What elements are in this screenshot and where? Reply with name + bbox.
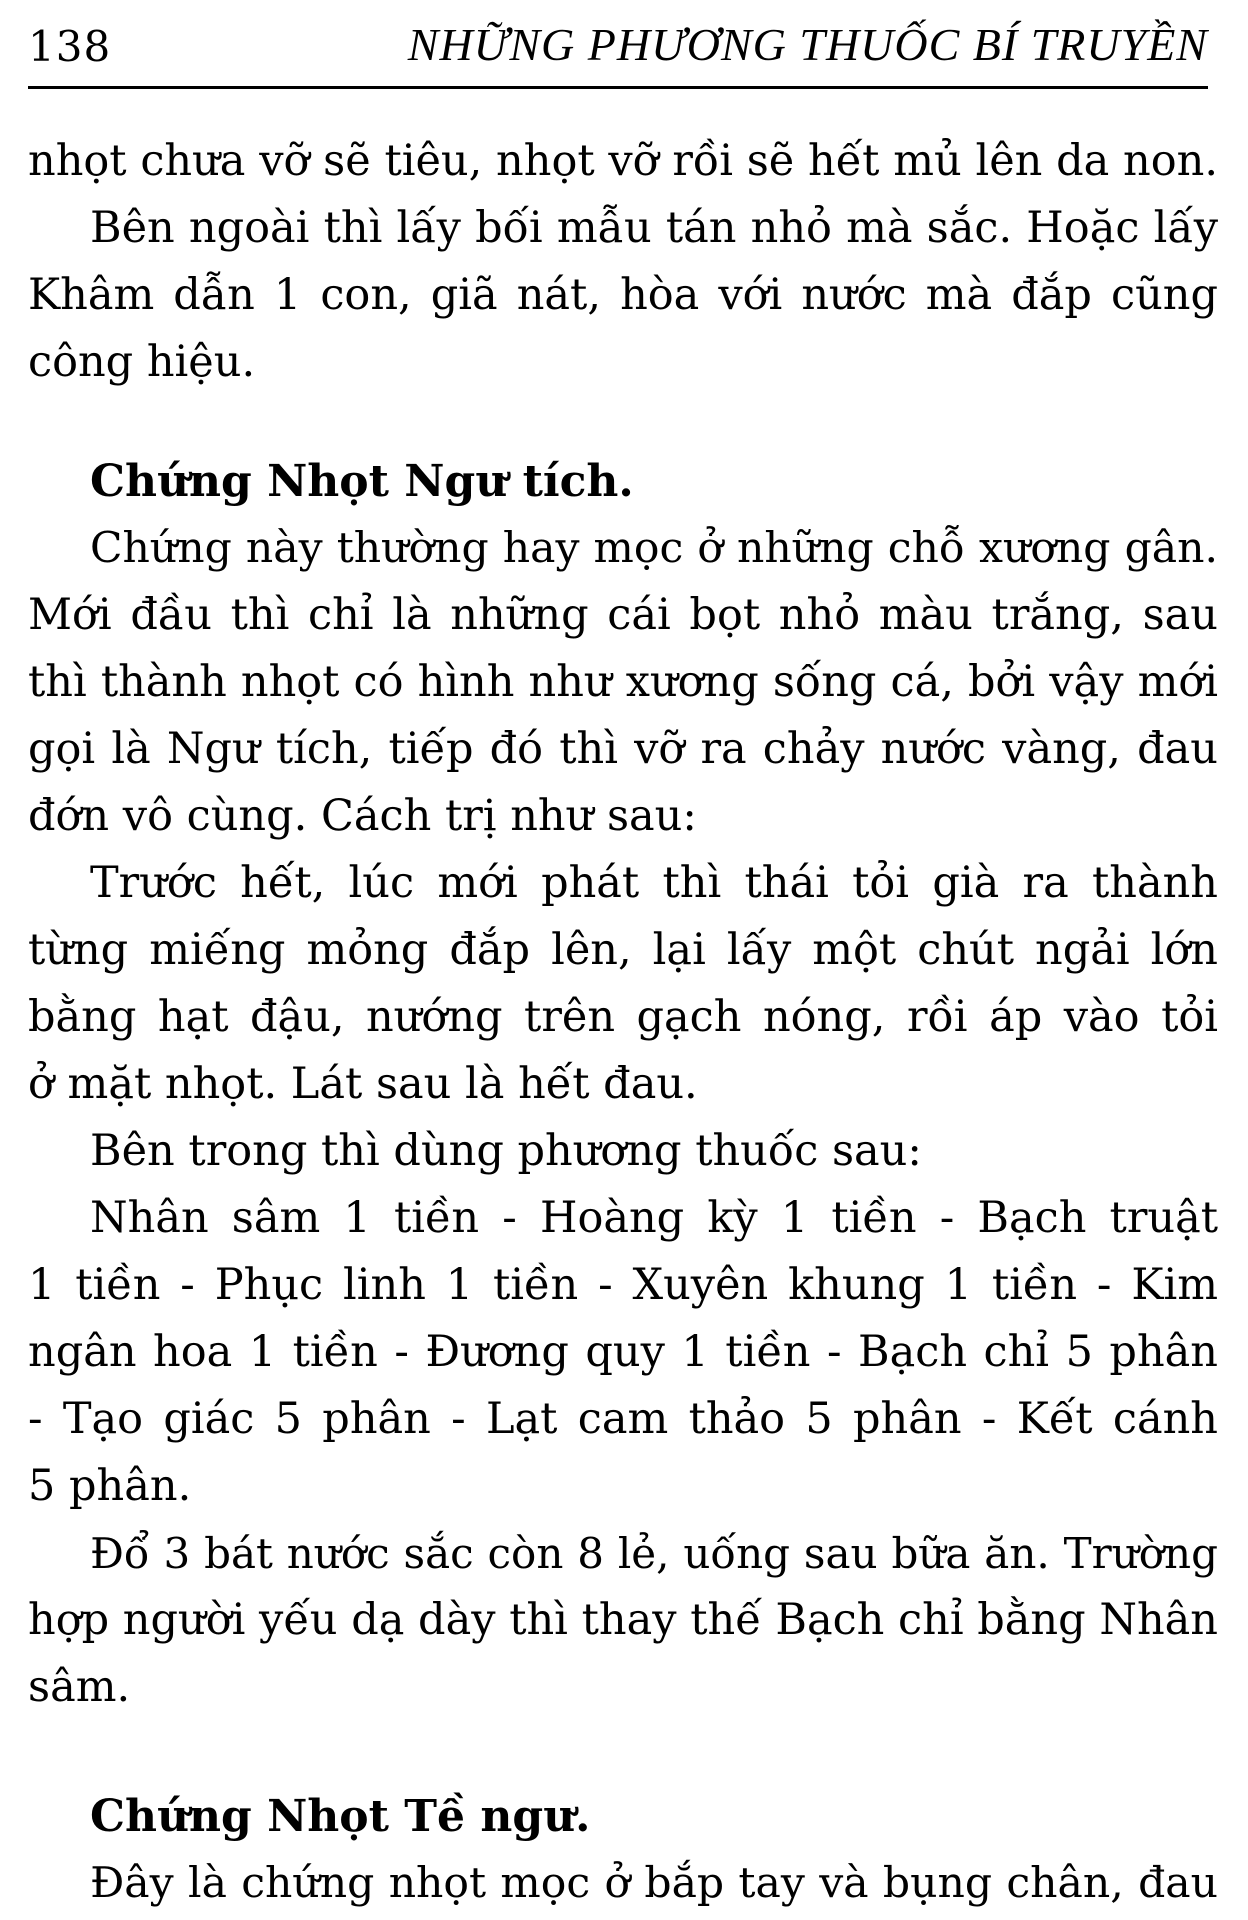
text-line: nhọt chưa vỡ sẽ tiêu, nhọt vỡ rồi sẽ hết mủ lên da non. xyxy=(28,136,1218,186)
text-line: hợp người yếu dạ dày thì thay thế Bạch chỉ bằng Nhân xyxy=(28,1595,1218,1645)
text-line: từng miếng mỏng đắp lên, lại lấy một chút ngải lớn xyxy=(28,925,1218,975)
text-line: công hiệu. xyxy=(28,337,256,387)
header-rule xyxy=(28,86,1208,89)
text-line: sâm. xyxy=(28,1662,131,1712)
text-line: Chứng này thường hay mọc ở những chỗ xương gân. xyxy=(90,524,1218,573)
section-gap xyxy=(28,1721,1218,1783)
text-line: Đổ 3 bát nước sắc còn 8 lẻ, uống sau bữa ăn. Trường xyxy=(90,1529,1218,1578)
text-line: gọi là Ngư tích, tiếp đó thì vỡ ra chảy nước vàng, đau xyxy=(28,724,1218,774)
text-line: Trước hết, lúc mới phát thì thái tỏi già ra thành xyxy=(90,858,1218,908)
text-line: 5 phân. xyxy=(28,1461,192,1511)
text-line: bằng hạt đậu, nướng trên gạch nóng, rồi áp vào tỏi xyxy=(28,992,1218,1042)
section-heading: Chứng Nhọt Tề ngư. xyxy=(90,1791,591,1842)
text-line: - Tạo giác 5 phân - Lạt cam thảo 5 phân - Kết cánh xyxy=(28,1394,1218,1444)
section-gap xyxy=(28,396,1218,448)
text-line: thì thành nhọt có hình như xương sống cá, bởi vậy mới xyxy=(28,657,1218,707)
section-heading: Chứng Nhọt Ngư tích. xyxy=(90,456,634,507)
text-line: ngân hoa 1 tiền - Đương quy 1 tiền - Bạch chỉ 5 phân xyxy=(28,1327,1218,1377)
running-title: NHỮNG PHƯƠNG THUỐC BÍ TRUYỀN xyxy=(407,19,1208,70)
text-line: Nhân sâm 1 tiền - Hoàng kỳ 1 tiền - Bạch truật xyxy=(90,1193,1218,1243)
text-line: ở mặt nhọt. Lát sau là hết đau. xyxy=(28,1059,698,1109)
text-line: Bên trong thì dùng phương thuốc sau: xyxy=(90,1126,922,1176)
text-line: Đây là chứng nhọt mọc ở bắp tay và bụng chân, đau xyxy=(90,1859,1218,1908)
text-line: đớn vô cùng. Cách trị như sau: xyxy=(28,791,697,841)
text-line: Khâm dẫn 1 con, giã nát, hòa với nước mà đắp cũng xyxy=(28,270,1218,320)
page-number: 138 xyxy=(28,22,112,71)
text-line: Bên ngoài thì lấy bối mẫu tán nhỏ mà sắc. Hoặc lấy xyxy=(90,203,1218,253)
page-content xyxy=(28,128,1218,1917)
text-line: Mới đầu thì chỉ là những cái bọt nhỏ màu trắng, sau xyxy=(28,590,1218,640)
text-line: 1 tiền - Phục linh 1 tiền - Xuyên khung 1 tiền - Kim xyxy=(28,1260,1218,1310)
page-header xyxy=(28,14,1208,76)
